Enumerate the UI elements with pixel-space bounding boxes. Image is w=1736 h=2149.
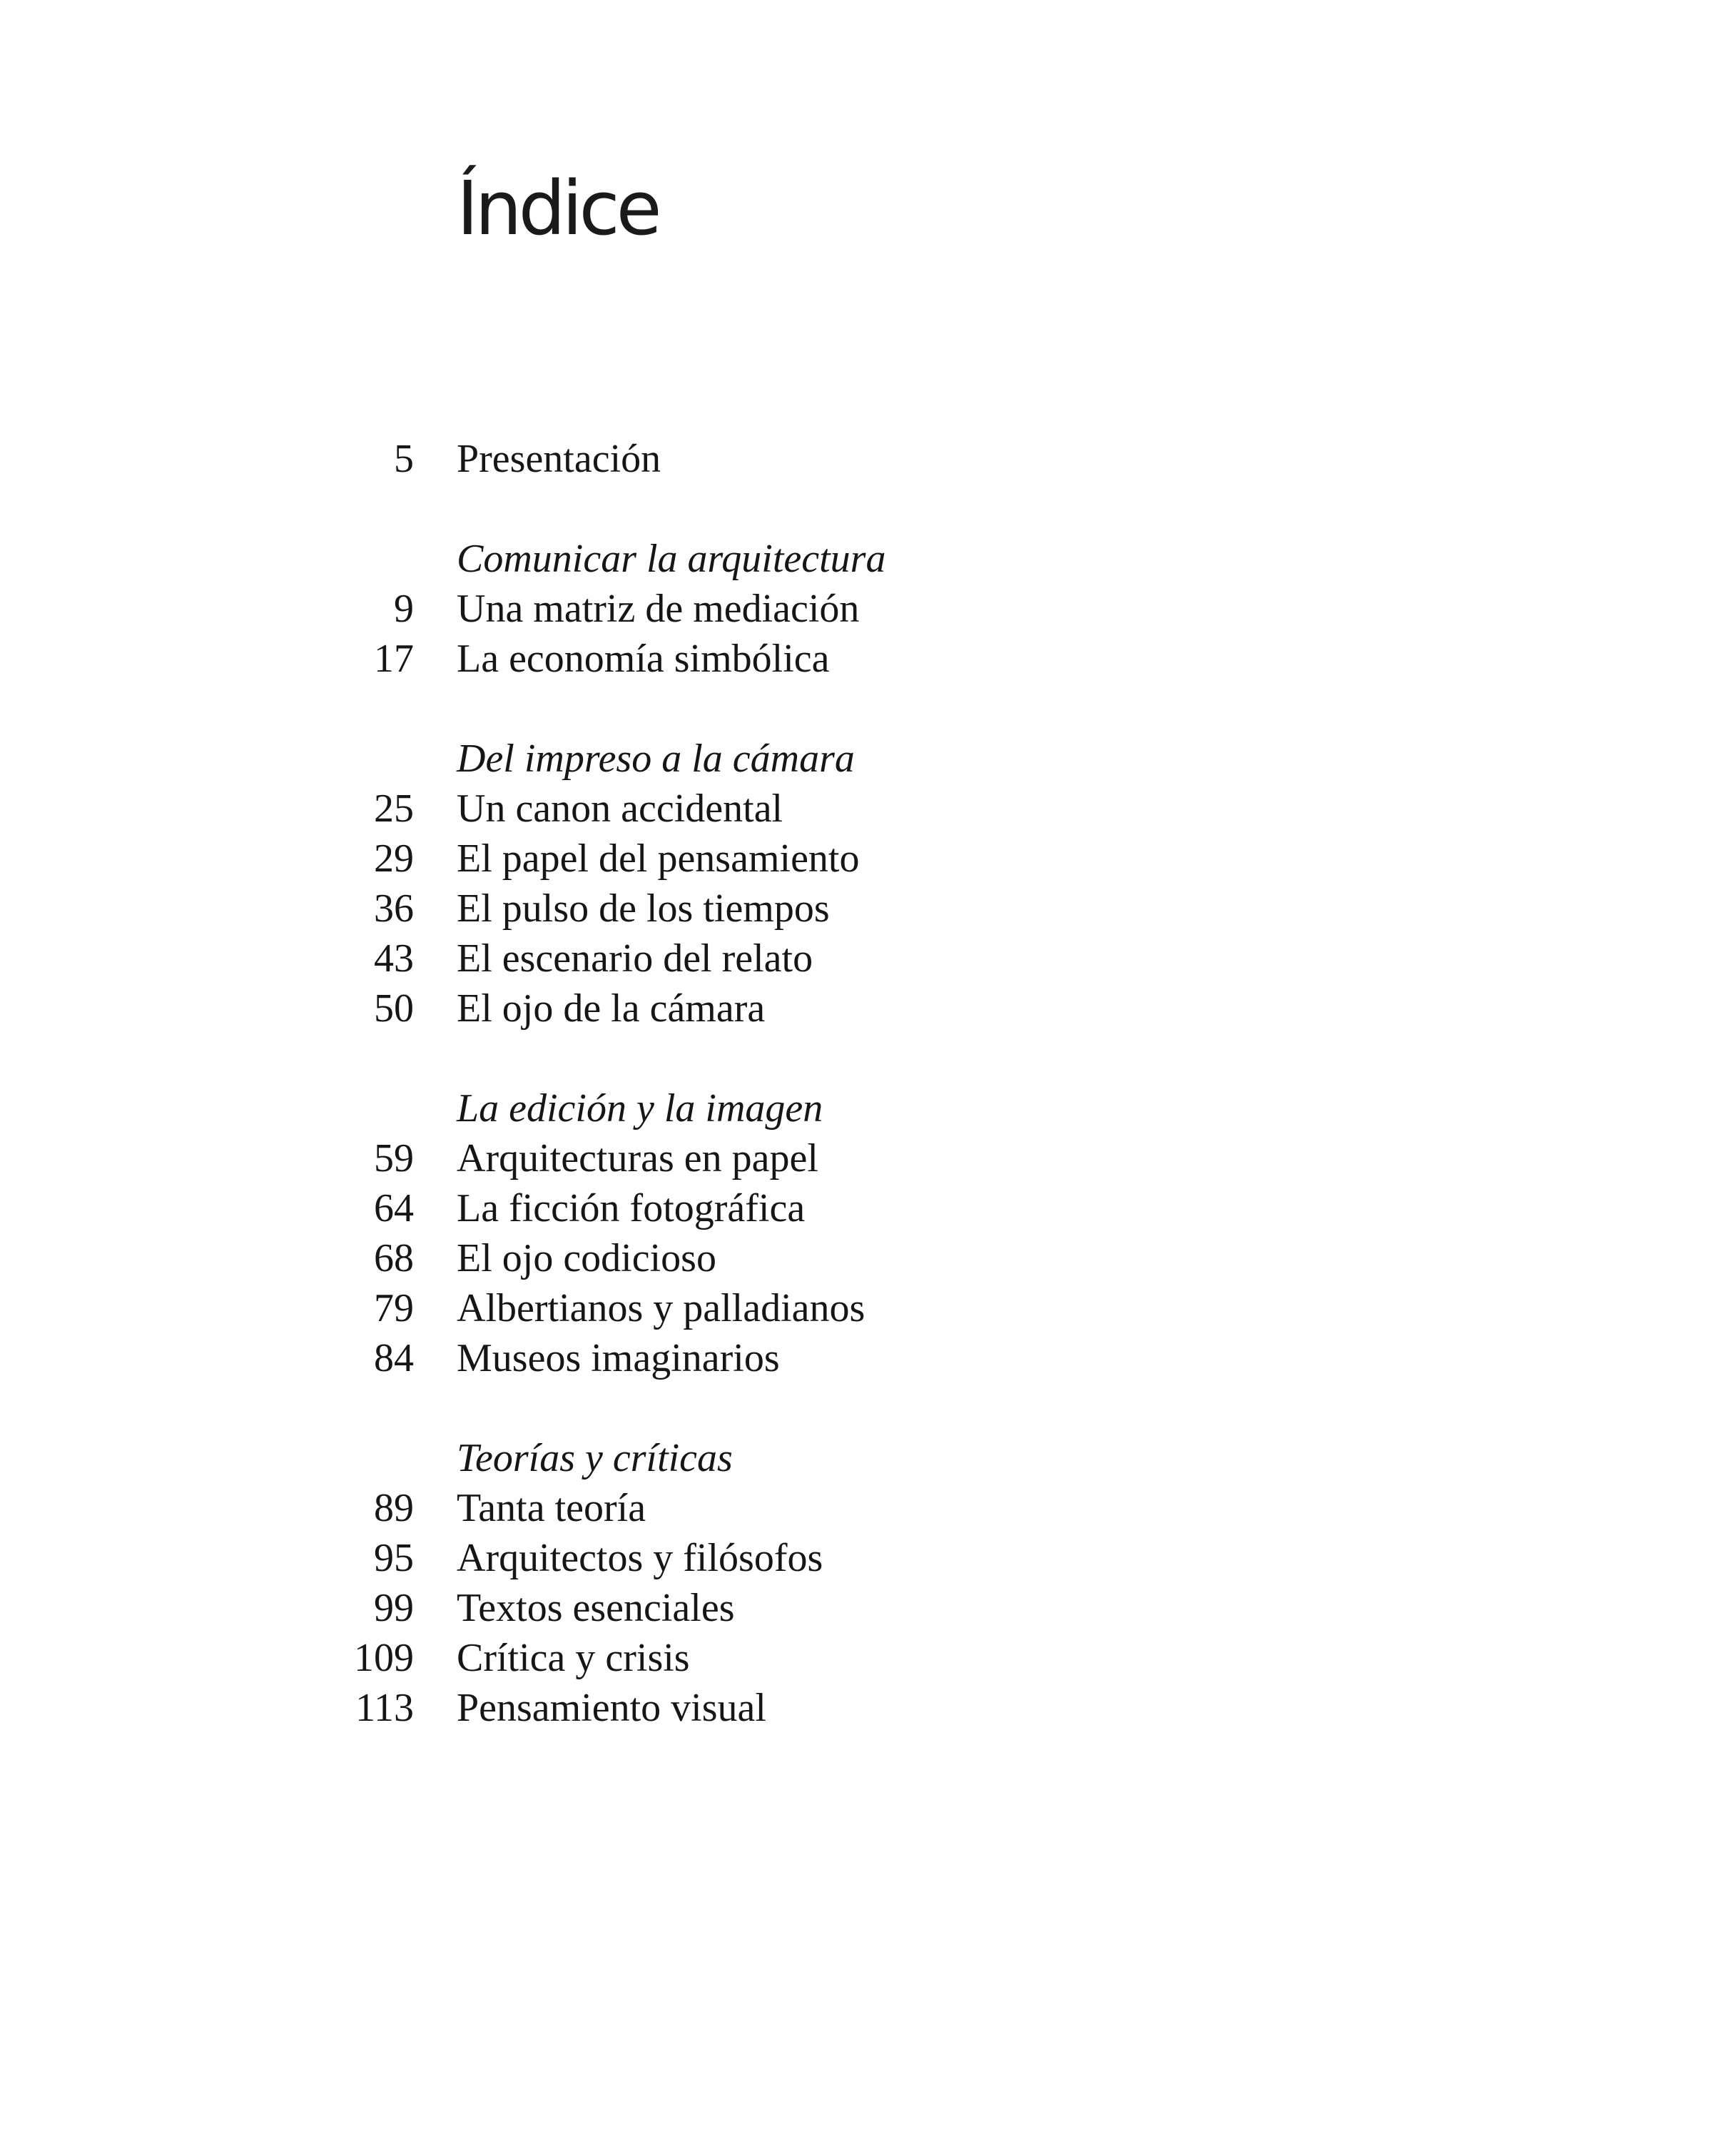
toc-page-number: 64 [374, 1186, 414, 1230]
toc-entry [0, 1333, 1736, 1383]
toc-entry [0, 884, 1736, 934]
toc-entry-title: Textos esenciales [457, 1586, 735, 1630]
toc-page-number: 5 [394, 437, 414, 481]
toc-section-heading [0, 1433, 1736, 1483]
toc-entry-title: Albertianos y palladianos [457, 1286, 866, 1330]
toc-entry-title: El papel del pensamiento [457, 836, 860, 881]
toc-entry-title: Arquitectos y filósofos [457, 1536, 823, 1580]
toc-page-number: 113 [355, 1686, 414, 1730]
toc-entry-title: Arquitecturas en papel [457, 1136, 818, 1180]
toc-page-number: 84 [374, 1336, 414, 1380]
toc-entry [0, 1183, 1736, 1233]
toc-section-heading [0, 734, 1736, 784]
toc-section [0, 1083, 1736, 1383]
table-of-contents [0, 434, 1736, 1733]
toc-section-heading [0, 1083, 1736, 1133]
toc-entry [0, 834, 1736, 884]
toc-entry-title: Un canon accidental [457, 787, 783, 831]
toc-entry-title: Pensamiento visual [457, 1686, 766, 1730]
toc-entry [0, 1683, 1736, 1733]
toc-entry [0, 934, 1736, 984]
toc-page-number: 59 [374, 1136, 414, 1180]
toc-entry-title: Museos imaginarios [457, 1336, 780, 1380]
toc-page-number: 25 [374, 787, 414, 831]
toc-entry-title: La economía simbólica [457, 637, 830, 681]
toc-entry [0, 634, 1736, 684]
toc-entry-title: Crítica y crisis [457, 1636, 690, 1680]
toc-page-number: 95 [374, 1536, 414, 1580]
section-heading-text: Del impreso a la cámara [457, 737, 855, 781]
toc-section [0, 534, 1736, 684]
toc-section-heading [0, 534, 1736, 584]
toc-page-number: 29 [374, 836, 414, 881]
toc-page-number: 9 [394, 587, 414, 631]
toc-page-number: 79 [374, 1286, 414, 1330]
toc-entry-title: El pulso de los tiempos [457, 886, 830, 931]
page-title: Índice [457, 165, 659, 252]
toc-page-number: 43 [374, 936, 414, 981]
toc-entry [0, 1233, 1736, 1283]
toc-entry-title: La ficción fotográfica [457, 1186, 806, 1230]
toc-entry-title: Presentación [457, 437, 661, 481]
toc-page-number: 68 [374, 1236, 414, 1280]
toc-entry [0, 984, 1736, 1033]
toc-entry-intro [0, 434, 1736, 484]
toc-entry [0, 1483, 1736, 1533]
toc-page-number: 50 [374, 986, 414, 1031]
section-heading-text: Comunicar la arquitectura [457, 537, 886, 581]
toc-entry [0, 1133, 1736, 1183]
section-heading-text: La edición y la imagen [457, 1086, 823, 1131]
toc-entry [0, 784, 1736, 834]
toc-section [0, 734, 1736, 1033]
toc-entry-title: Una matriz de mediación [457, 587, 860, 631]
toc-entry-title: El ojo de la cámara [457, 986, 766, 1031]
toc-entry [0, 1583, 1736, 1633]
toc-entry-title: El ojo codicioso [457, 1236, 716, 1280]
toc-page-number: 109 [354, 1636, 414, 1680]
toc-entry [0, 1533, 1736, 1583]
toc-page-number: 89 [374, 1486, 414, 1530]
toc-section [0, 1433, 1736, 1733]
toc-entry [0, 1633, 1736, 1683]
toc-page-number: 36 [374, 886, 414, 931]
toc-entry-title: El escenario del relato [457, 936, 813, 981]
toc-entry [0, 1283, 1736, 1333]
section-heading-text: Teorías y críticas [457, 1436, 733, 1480]
toc-page-number: 17 [374, 637, 414, 681]
toc-entry-title: Tanta teoría [457, 1486, 646, 1530]
toc-page-number: 99 [374, 1586, 414, 1630]
toc-entry [0, 584, 1736, 634]
